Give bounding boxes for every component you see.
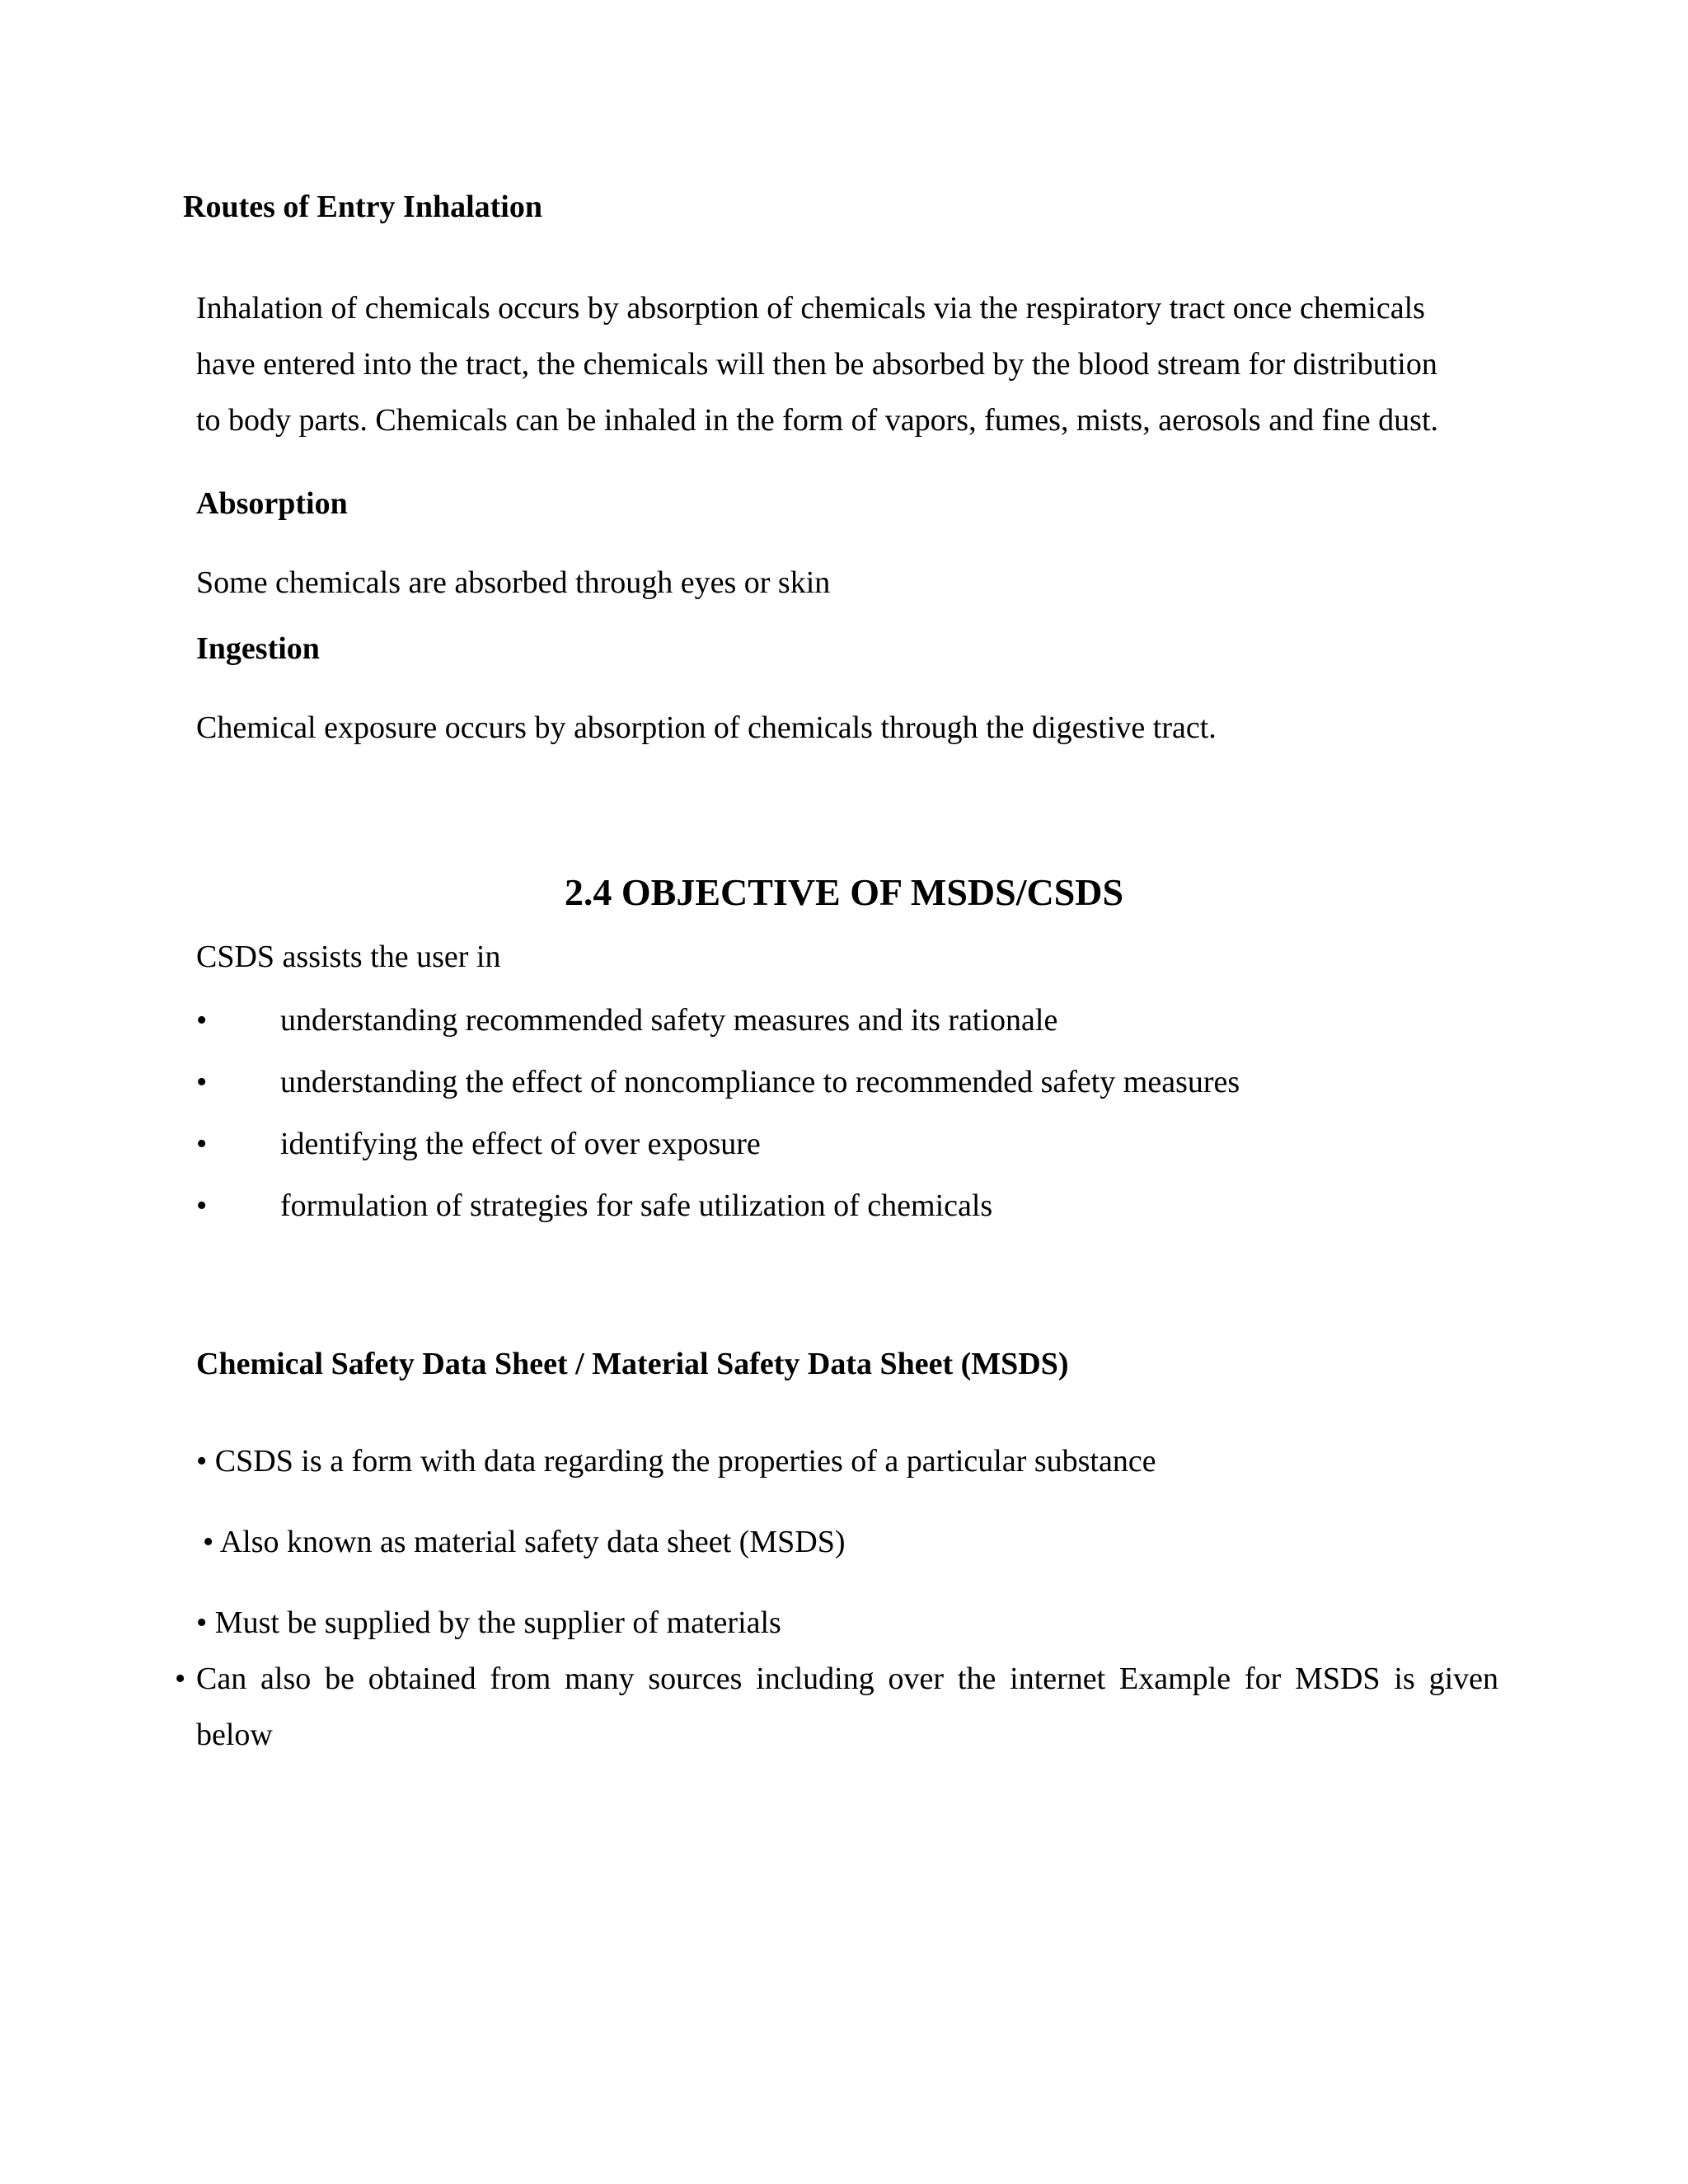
ingestion-text: Chemical exposure occurs by absorption of chemicals through the digestive tract. xyxy=(196,710,1217,745)
heading-absorption: Absorption xyxy=(196,486,348,521)
csds-intro: CSDS assists the user in xyxy=(196,940,501,974)
inhalation-paragraph xyxy=(196,280,1498,448)
objective-text: understanding the effect of noncompliance to recommended safety measures xyxy=(280,1065,1240,1099)
objective-text: understanding recommended safety measures and its rationale xyxy=(280,1003,1058,1038)
bullet-icon: • xyxy=(196,1065,208,1099)
objective-text: identifying the effect of over exposure xyxy=(280,1127,761,1161)
heading-msds: Chemical Safety Data Sheet / Material Safety Data Sheet (MSDS) xyxy=(196,1347,1069,1381)
bullet-icon: • xyxy=(196,1188,208,1223)
section-title: 2.4 OBJECTIVE OF MSDS/CSDS xyxy=(564,871,1124,913)
objective-text: formulation of strategies for safe utilization of chemicals xyxy=(280,1188,993,1223)
msds-point-1: • CSDS is a form with data regarding the properties of a particular substance xyxy=(196,1444,1156,1479)
inhalation-line-3: to body parts. Chemicals can be inhaled in the form of vapors, fumes, mists, aerosols and fine dust. xyxy=(196,403,1439,438)
bullet-icon: • xyxy=(196,1003,208,1038)
msds-point-3: • Must be supplied by the supplier of materials xyxy=(196,1605,781,1640)
msds-point-4-line-1: Can also be obtained from many sources including over the internet Example for MSDS is given xyxy=(196,1661,1498,1696)
heading-routes-of-entry: Routes of Entry Inhalation xyxy=(183,190,542,224)
inhalation-line-2: have entered into the tract, the chemicals will then be absorbed by the blood stream for distribution xyxy=(196,347,1437,382)
heading-ingestion: Ingestion xyxy=(196,631,320,666)
bullet-icon: • xyxy=(175,1661,186,1696)
inhalation-line-1: Inhalation of chemicals occurs by absorption of chemicals via the respiratory tract once chemicals xyxy=(196,291,1425,326)
absorption-text: Some chemicals are absorbed through eyes or skin xyxy=(196,565,831,600)
msds-point-4-line-2: below xyxy=(196,1718,273,1752)
bullet-icon: • xyxy=(196,1127,208,1161)
msds-point-2: • Also known as material safety data sheet (MSDS) xyxy=(203,1525,846,1559)
